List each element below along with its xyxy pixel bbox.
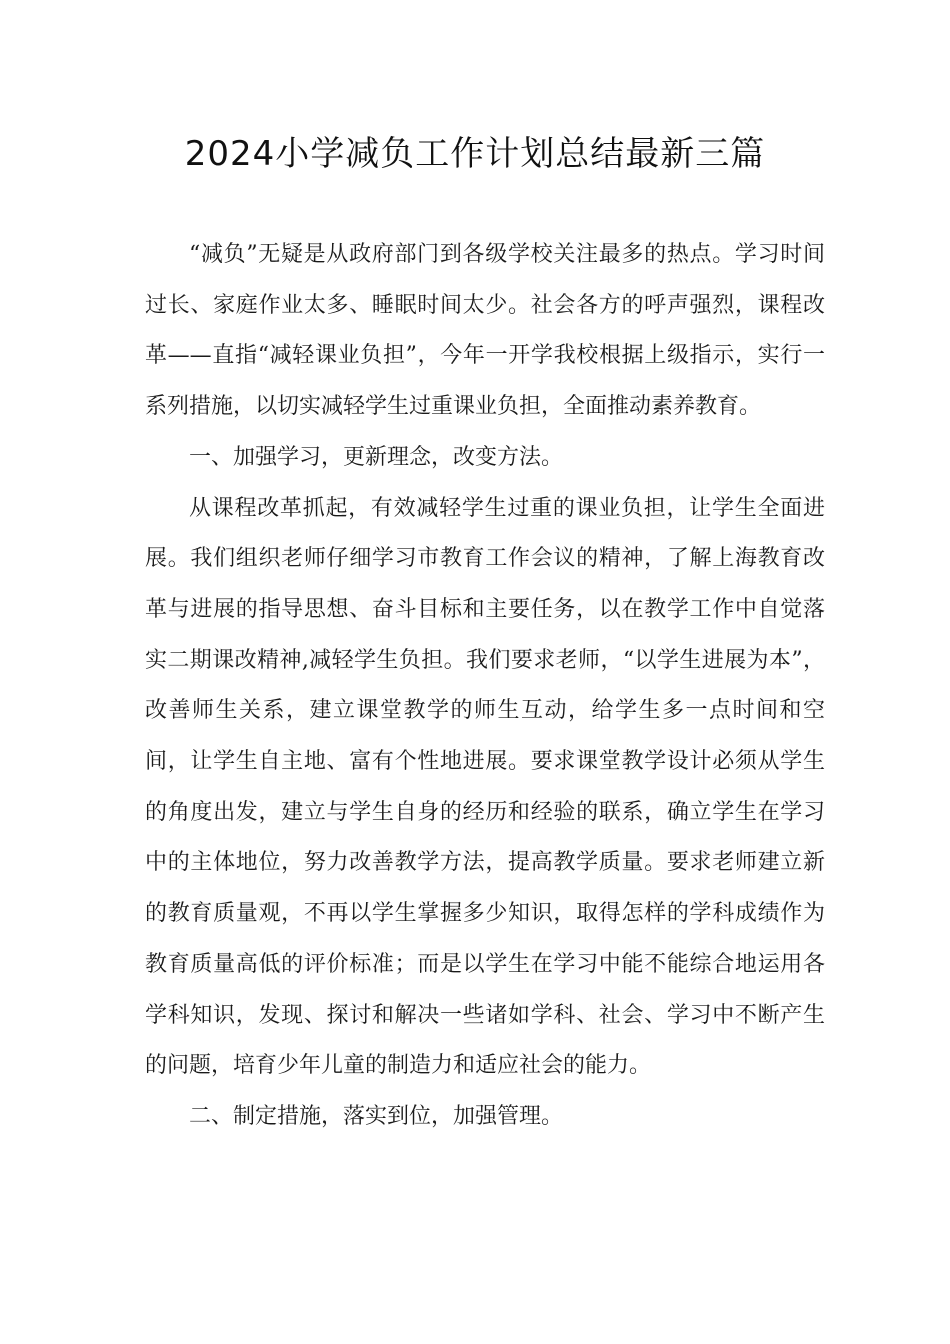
document-title: 2024小学减负工作计划总结最新三篇 xyxy=(184,134,766,174)
section-heading-1: 一、加强学习，更新理念，改变方法。 xyxy=(189,444,564,470)
paragraph-section-1: 从课程改革抓起，有效减轻学生过重的课业负担，让学生全面进展。我们组织老师仔细学习市教育工作会议的精神，了解上海教育改革与进展的指导思想、奋斗目标和主要任务，以在教学工作中自觉落实二期课改精神,减轻学生负担。我们要求老师，“以学生进展为本”，改善师生关系，建立课堂教学的师生互动，给学生多一点时间和空间，让学生自主地、富有个性地进展。要求课堂教学设计必须从学生的角度出发，建立与学生自身的经历和经验的联系，确立学生在学习中的主体地位，努力改善教学方法，提高教学质量。要求老师建立新的教育质量观，不再以学生掌握多少知识，取得怎样的学科成绩作为教育质量高低的评价标准；而是以学生在学习中能不能综合地运用各学科知识，发现、探讨和解决一些诸如学科、社会、学习中不断产生的问题，培育少年儿童的制造力和适应社会的能力。 xyxy=(145,495,825,1079)
paragraph-intro: “减负”无疑是从政府部门到各级学校关注最多的热点。学习时间过长、家庭作业太多、睡眠时间太少。社会各方的呼声强烈，课程改革——直指“减轻课业负担”，今年一开学我校根据上级指示，实行一系列措施，以切实减轻学生过重课业负担，全面推动素养教育。 xyxy=(145,242,825,420)
document-body xyxy=(145,230,825,1143)
section-heading-2: 二、制定措施，落实到位，加强管理。 xyxy=(189,1103,564,1129)
